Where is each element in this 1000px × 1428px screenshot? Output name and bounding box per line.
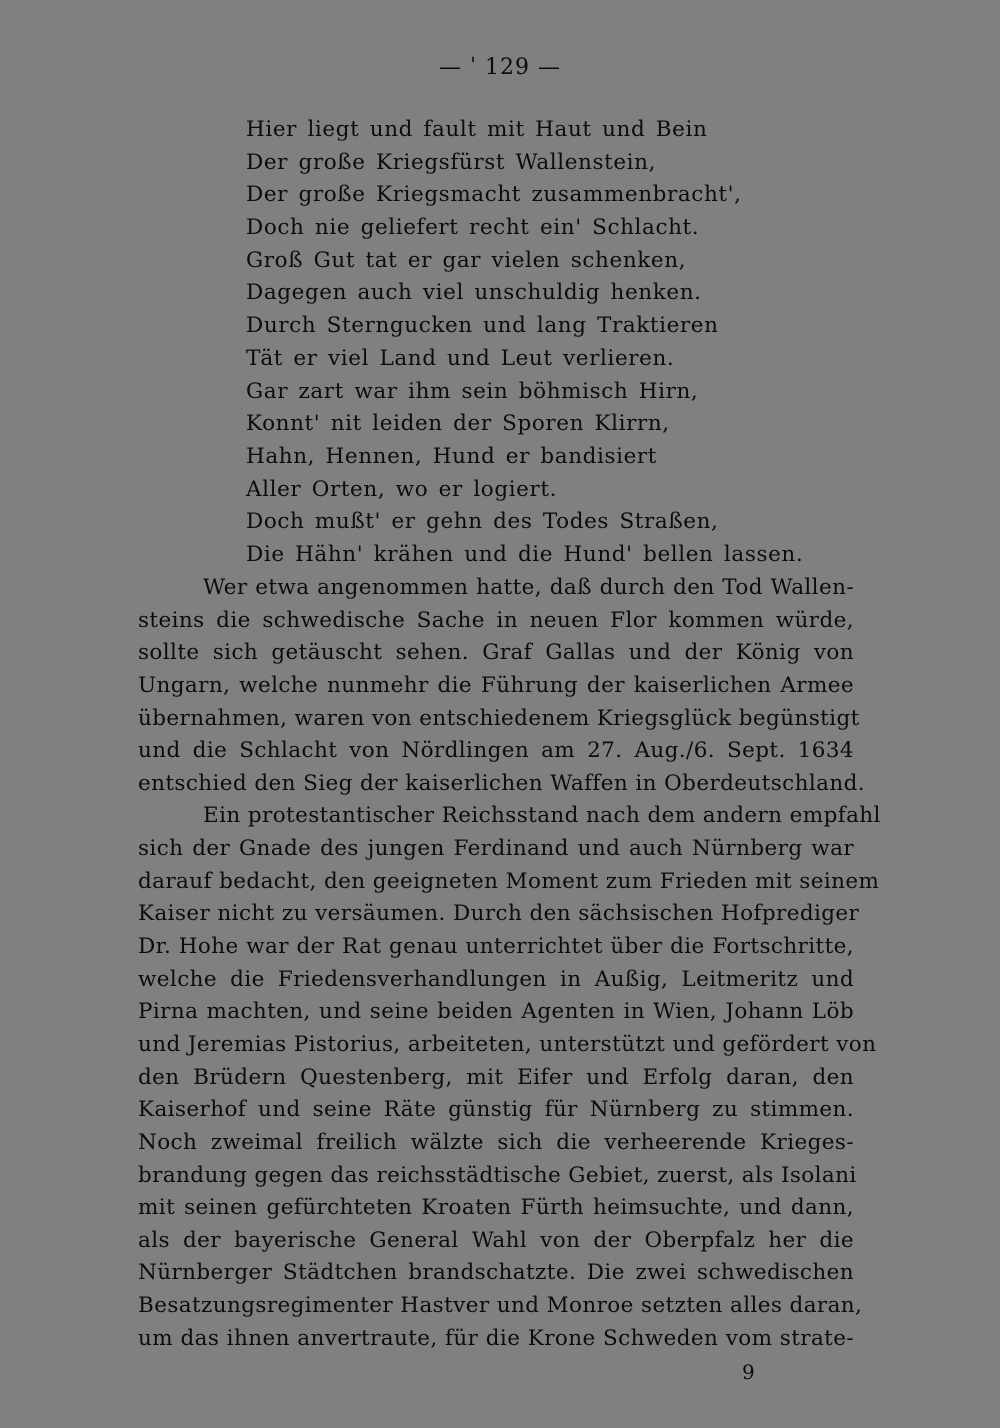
text-line: Ein protestantischer Reichsstand nach dem andern empfahl	[203, 803, 881, 829]
text-line: als der bayerische General Wahl von der Oberpfalz her die	[138, 1227, 854, 1253]
poem-line: Konnt' nit leiden der Sporen Klirrn,	[246, 411, 670, 437]
text-line: brandung gegen das reichsstädtische Gebiet, zuerst, als Isolani	[138, 1162, 857, 1188]
text-line: entschied den Sieg der kaiserlichen Waffen in Oberdeutschland.	[138, 770, 865, 796]
text-line: um das ihnen anvertraute, für die Krone Schweden vom strate-	[138, 1325, 854, 1351]
poem-line: Doch mußt' er gehn des Todes Straßen,	[246, 509, 719, 535]
text-line: welche die Friedensverhandlungen in Außig, Leitmeritz und	[138, 966, 854, 992]
text-line: sich der Gnade des jungen Ferdinand und auch Nürnberg war	[138, 836, 854, 862]
text-line: Pirna machten, und seine beiden Agenten in Wien, Johann Löb	[138, 999, 854, 1025]
page-number-header: — ˈ 129 —	[438, 55, 562, 80]
text-line: Dr. Hohe war der Rat genau unterrichtet über die Fortschritte,	[138, 934, 854, 960]
text-line: steins die schwedische Sache in neuen Flor kommen würde,	[138, 607, 854, 633]
text-line: Kaiserhof und seine Räte günstig für Nürnberg zu stimmen.	[138, 1097, 854, 1123]
text-line: übernahmen, waren von entschiedenem Kriegsglück begünstigt	[138, 705, 860, 731]
body-text	[138, 572, 881, 1355]
poem-line: Tät er viel Land und Leut verlieren.	[246, 345, 675, 371]
poem-line: Gar zart war ihm sein böhmisch Hirn,	[246, 378, 699, 404]
poem-line: Dagegen auch viel unschuldig henken.	[246, 280, 702, 306]
sheet-signature: 9	[742, 1360, 755, 1384]
poem-line: Aller Orten, wo er logiert.	[246, 476, 558, 502]
poem-line: Hier liegt und fault mit Haut und Bein	[246, 117, 708, 142]
text-line: Noch zweimal freilich wälzte sich die verheerende Krieges-	[138, 1129, 854, 1155]
epitaph-poem	[246, 114, 866, 572]
text-line: und Jeremias Pistorius, arbeiteten, unterstützt und gefördert von	[138, 1031, 877, 1057]
text-line: Nürnberger Städtchen brandschatzte. Die zwei schwedischen	[138, 1260, 854, 1286]
text-line: Kaiser nicht zu versäumen. Durch den sächsischen Hofprediger	[138, 901, 860, 927]
paragraph-2	[138, 800, 881, 1355]
text-line: mit seinen gefürchteten Kroaten Fürth heimsuchte, und dann,	[138, 1195, 854, 1221]
poem-line: Der große Kriegsmacht zusammenbracht',	[246, 182, 742, 208]
text-line: den Brüdern Questenberg, mit Eifer und Erfolg daran, den	[138, 1064, 854, 1090]
text-line: und die Schlacht von Nördlingen am 27. Aug./6. Sept. 1634	[138, 738, 854, 764]
poem-line: Doch nie geliefert recht ein' Schlacht.	[246, 215, 700, 241]
text-line: Ungarn, welche nunmehr die Führung der kaiserlichen Armee	[138, 672, 854, 698]
poem-line: Die Hähn' krähen und die Hund' bellen lassen.	[246, 541, 804, 567]
text-line: darauf bedacht, den geeigneten Moment zum Frieden mit seinem	[138, 868, 880, 894]
poem-line: Durch Sterngucken und lang Traktieren	[246, 313, 719, 339]
paragraph-1	[138, 572, 865, 800]
poem-line: Groß Gut tat er gar vielen schenken,	[246, 247, 687, 273]
text-line: Besatzungsregimenter Hastver und Monroe setzten alles daran,	[138, 1293, 863, 1319]
poem-line: Hahn, Hennen, Hund er bandisiert	[246, 443, 658, 469]
text-line: sollte sich getäuscht sehen. Graf Gallas und der König von	[138, 640, 854, 666]
text-line: Wer etwa angenommen hatte, daß durch den Tod Wallen-	[203, 575, 854, 600]
poem-line: Der große Kriegsfürst Wallenstein,	[246, 149, 657, 175]
